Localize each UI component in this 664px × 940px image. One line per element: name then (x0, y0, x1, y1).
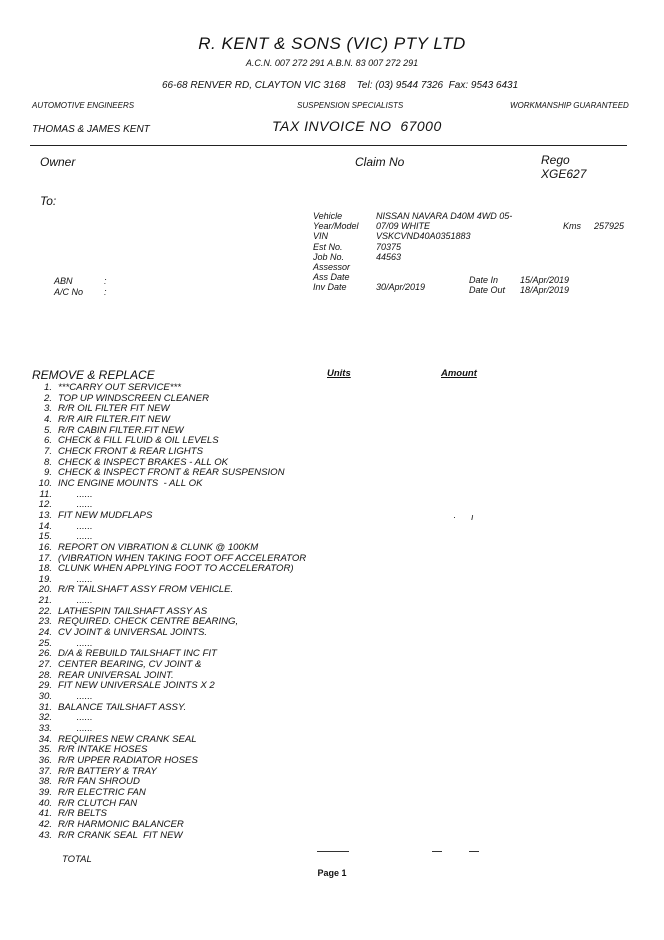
line-item-text: CHECK & INSPECT BRAKES - ALL OK (58, 456, 229, 468)
line-item-text: REQUIRED. CHECK CENTRE BEARING, (58, 616, 239, 628)
acn-abn: A.C.N. 007 272 291 A.B.N. 83 007 272 291 (245, 58, 419, 68)
company-address: 66-68 RENVER RD, CLAYTON VIC 3168 (162, 80, 346, 91)
line-item-number: 16. (38, 541, 52, 553)
total-units-line (317, 851, 349, 852)
line-item-text: FIT NEW UNIVERSALE JOINTS X 2 (58, 680, 215, 692)
line-item-text: CHECK & FILL FLUID & OIL LEVELS (58, 435, 219, 447)
est-label: Est No. (313, 241, 343, 252)
line-item-number: 10. (38, 477, 52, 489)
rego-value: XGE627 (541, 167, 587, 181)
line-item-number: 14. (38, 520, 52, 532)
abn-colon: : (104, 276, 107, 286)
line-item-text: CV JOINT & UNIVERSAL JOINTS. (58, 627, 208, 639)
total-label: TOTAL (62, 854, 92, 865)
line-item-text: ...... (58, 595, 93, 607)
line-item-number: 24. (38, 627, 52, 639)
line-item-number: 6. (43, 435, 52, 447)
kms-label: Kms (563, 221, 581, 231)
line-item-number: 3. (43, 403, 52, 415)
company-fax: Fax: 9543 6431 (448, 80, 519, 91)
line-items (30, 383, 306, 841)
total-amount-line-2 (469, 851, 479, 852)
line-item-text: R/R FAN SHROUD (58, 776, 140, 788)
section-title: REMOVE & REPLACE (32, 368, 155, 382)
line-item-text: R/R UPPER RADIATOR HOSES (58, 754, 198, 766)
line-item-number: 29. (38, 680, 52, 692)
line-item-number: 13. (38, 509, 52, 521)
line-item-number: 1. (43, 382, 52, 393)
line-item-text: CHECK FRONT & REAR LIGHTS (58, 445, 203, 457)
line-item-number: 35. (38, 744, 52, 756)
line-item-text: R/R CRANK SEAL FIT NEW (58, 829, 183, 841)
assessor-label: Assessor (313, 262, 351, 273)
vehicle-label: Vehicle (313, 211, 343, 221)
line-item-text: (VIBRATION WHEN TAKING FOOT OFF ACCELERATOR (58, 552, 307, 564)
line-item-number: 11. (39, 488, 52, 500)
est-value: 70375 (376, 241, 402, 252)
line-item-text: CENTER BEARING, CV JOINT & (58, 659, 202, 671)
line-item-number: 21. (38, 595, 52, 607)
line-item-text: CLUNK WHEN APPLYING FOOT TO ACCELERATOR) (58, 563, 294, 575)
line-item-text: ...... (58, 712, 93, 724)
line-item-text: R/R ELECTRIC FAN (58, 786, 146, 798)
line-item-number: 12. (38, 499, 52, 511)
year-label: Year/Model (313, 221, 359, 232)
invoice-title (272, 118, 442, 134)
line-item-number: 22. (38, 605, 52, 617)
inv-date-label: Inv Date (313, 282, 347, 293)
rego-label: Rego (541, 153, 570, 167)
vin-label: VIN (313, 231, 329, 242)
line-item-number: 20. (38, 584, 52, 596)
page-number: Page 1 (317, 868, 347, 878)
line-item-text: R/R HARMONIC BALANCER (58, 818, 184, 830)
tag-automotive: AUTOMOTIVE ENGINEERS (32, 101, 135, 110)
line-item-text: REPORT ON VIBRATION & CLUNK @ 100KM (58, 541, 259, 553)
job-value: 44563 (376, 251, 402, 262)
line-item-number: 31. (38, 701, 52, 713)
to-label: To: (40, 194, 57, 208)
line-item-number: 42. (38, 818, 52, 830)
line-item-number: 15. (38, 531, 52, 543)
vehicle-labels (313, 211, 359, 293)
line-item-text: D/A & REBUILD TAILSHAFT INC FIT (58, 648, 217, 660)
line-item-text: FIT NEW MUDFLAPS (58, 509, 153, 521)
line-item (30, 511, 306, 522)
line-item-number: 43. (38, 829, 52, 841)
invoice-number: 67000 (400, 118, 442, 134)
line-item-number: 23. (38, 616, 52, 628)
line-item-text: ...... (58, 723, 93, 734)
line-item-number: 37. (38, 765, 52, 777)
kms-value: 257925 (594, 221, 625, 231)
line-item-number: 7. (43, 445, 52, 457)
ass-date-label: Ass Date (313, 272, 350, 283)
scan-mark: · ı (453, 512, 474, 522)
line-item-number: 30. (38, 691, 52, 703)
line-item-number: 8. (43, 456, 52, 468)
vehicle-value: NISSAN NAVARA D40M 4WD 05- (376, 211, 513, 221)
line-item-number: 19. (38, 573, 52, 585)
line-item-text: TOP UP WINDSCREEN CLEANER (58, 392, 210, 404)
line-item-text: BALANCE TAILSHAFT ASSY. (58, 701, 187, 713)
line-item-text: CHECK & INSPECT FRONT & REAR SUSPENSION (58, 467, 285, 479)
year-value: 07/09 WHITE (376, 221, 431, 232)
line-item-number: 26. (38, 648, 52, 660)
date-out-label: Date Out (469, 285, 506, 295)
line-item-text: INC ENGINE MOUNTS - ALL OK (58, 477, 203, 489)
claim-label: Claim No (355, 155, 405, 169)
line-item-number: 34. (38, 733, 52, 745)
line-item-text: R/R CLUTCH FAN (58, 797, 138, 809)
line-item-number: 36. (38, 754, 52, 766)
line-item (30, 447, 306, 458)
line-item-text: R/R BATTERY & TRAY (58, 765, 157, 777)
line-item (30, 788, 306, 799)
line-item (30, 479, 306, 490)
line-item-text: ...... (58, 488, 93, 500)
ac-label: A/C No (54, 287, 84, 297)
units-header: Units (327, 368, 351, 379)
ac-colon: : (104, 287, 107, 297)
line-item-number: 28. (38, 669, 52, 681)
line-item-text: R/R INTAKE HOSES (58, 744, 148, 756)
line-item-number: 32. (38, 712, 52, 724)
line-item-number: 5. (43, 424, 52, 436)
line-item-text: ...... (58, 691, 93, 703)
line-item-text: ...... (58, 520, 93, 532)
inv-date-value: 30/Apr/2019 (376, 282, 426, 293)
line-item-number: 38. (38, 776, 52, 788)
line-item-text: ...... (58, 531, 93, 543)
line-item-number: 41. (38, 808, 52, 820)
line-item-number: 17. (38, 552, 52, 564)
tag-workmanship: WORKMANSHIP GUARANTEED (510, 101, 629, 110)
line-item-number: 9. (43, 467, 52, 479)
abn-label: ABN (54, 276, 73, 286)
line-item-number: 4. (43, 413, 52, 425)
vin-value: VSKCVND40A0351883 (376, 231, 471, 242)
line-item (30, 831, 306, 842)
line-item (30, 543, 306, 554)
total-amount-line-1 (432, 851, 442, 852)
line-item-number: 27. (38, 659, 52, 671)
date-out-value: 18/Apr/2019 (520, 285, 570, 295)
company-phone: Tel: (03) 9544 7326 (356, 80, 444, 91)
line-item-number: 25. (38, 637, 52, 649)
line-item-text: R/R BELTS (58, 808, 107, 820)
line-item-text: REAR UNIVERSAL JOINT. (58, 669, 174, 681)
line-item (30, 820, 306, 831)
line-item-text: R/R OIL FILTER FIT NEW (58, 403, 170, 415)
line-item-text: R/R AIR FILTER.FIT NEW (58, 413, 170, 425)
header-divider (30, 145, 627, 146)
line-item-text: ...... (58, 637, 93, 649)
owner-label: Owner (40, 155, 76, 169)
company-name: R. KENT & SONS (VIC) PTY LTD (198, 34, 466, 53)
tag-suspension: SUSPENSION SPECIALISTS (297, 101, 404, 110)
line-item-text: ...... (58, 573, 93, 585)
line-item-text: R/R TAILSHAFT ASSY FROM VEHICLE. (58, 584, 234, 596)
line-item-number: 18. (38, 563, 52, 575)
line-item-text: ...... (58, 499, 93, 511)
company-owners: THOMAS & JAMES KENT (32, 124, 150, 135)
date-in-value: 15/Apr/2019 (520, 275, 570, 285)
line-item-text: REQUIRES NEW CRANK SEAL (58, 733, 197, 745)
line-item-number: 2. (43, 392, 52, 404)
line-item-text: ***CARRY OUT SERVICE*** (58, 382, 181, 393)
line-item-text: R/R CABIN FILTER.FIT NEW (58, 424, 184, 436)
line-item-number: 40. (38, 797, 52, 809)
line-item-number: 39. (38, 786, 52, 798)
date-in-label: Date In (469, 275, 499, 285)
line-item-number: 33. (38, 723, 52, 734)
company-address-line (162, 80, 518, 91)
line-item-text: LATHESPIN TAILSHAFT ASSY AS (58, 605, 208, 617)
amount-header: Amount (441, 368, 477, 379)
job-label: Job No. (313, 251, 345, 262)
invoice-label: TAX INVOICE NO (272, 118, 392, 134)
